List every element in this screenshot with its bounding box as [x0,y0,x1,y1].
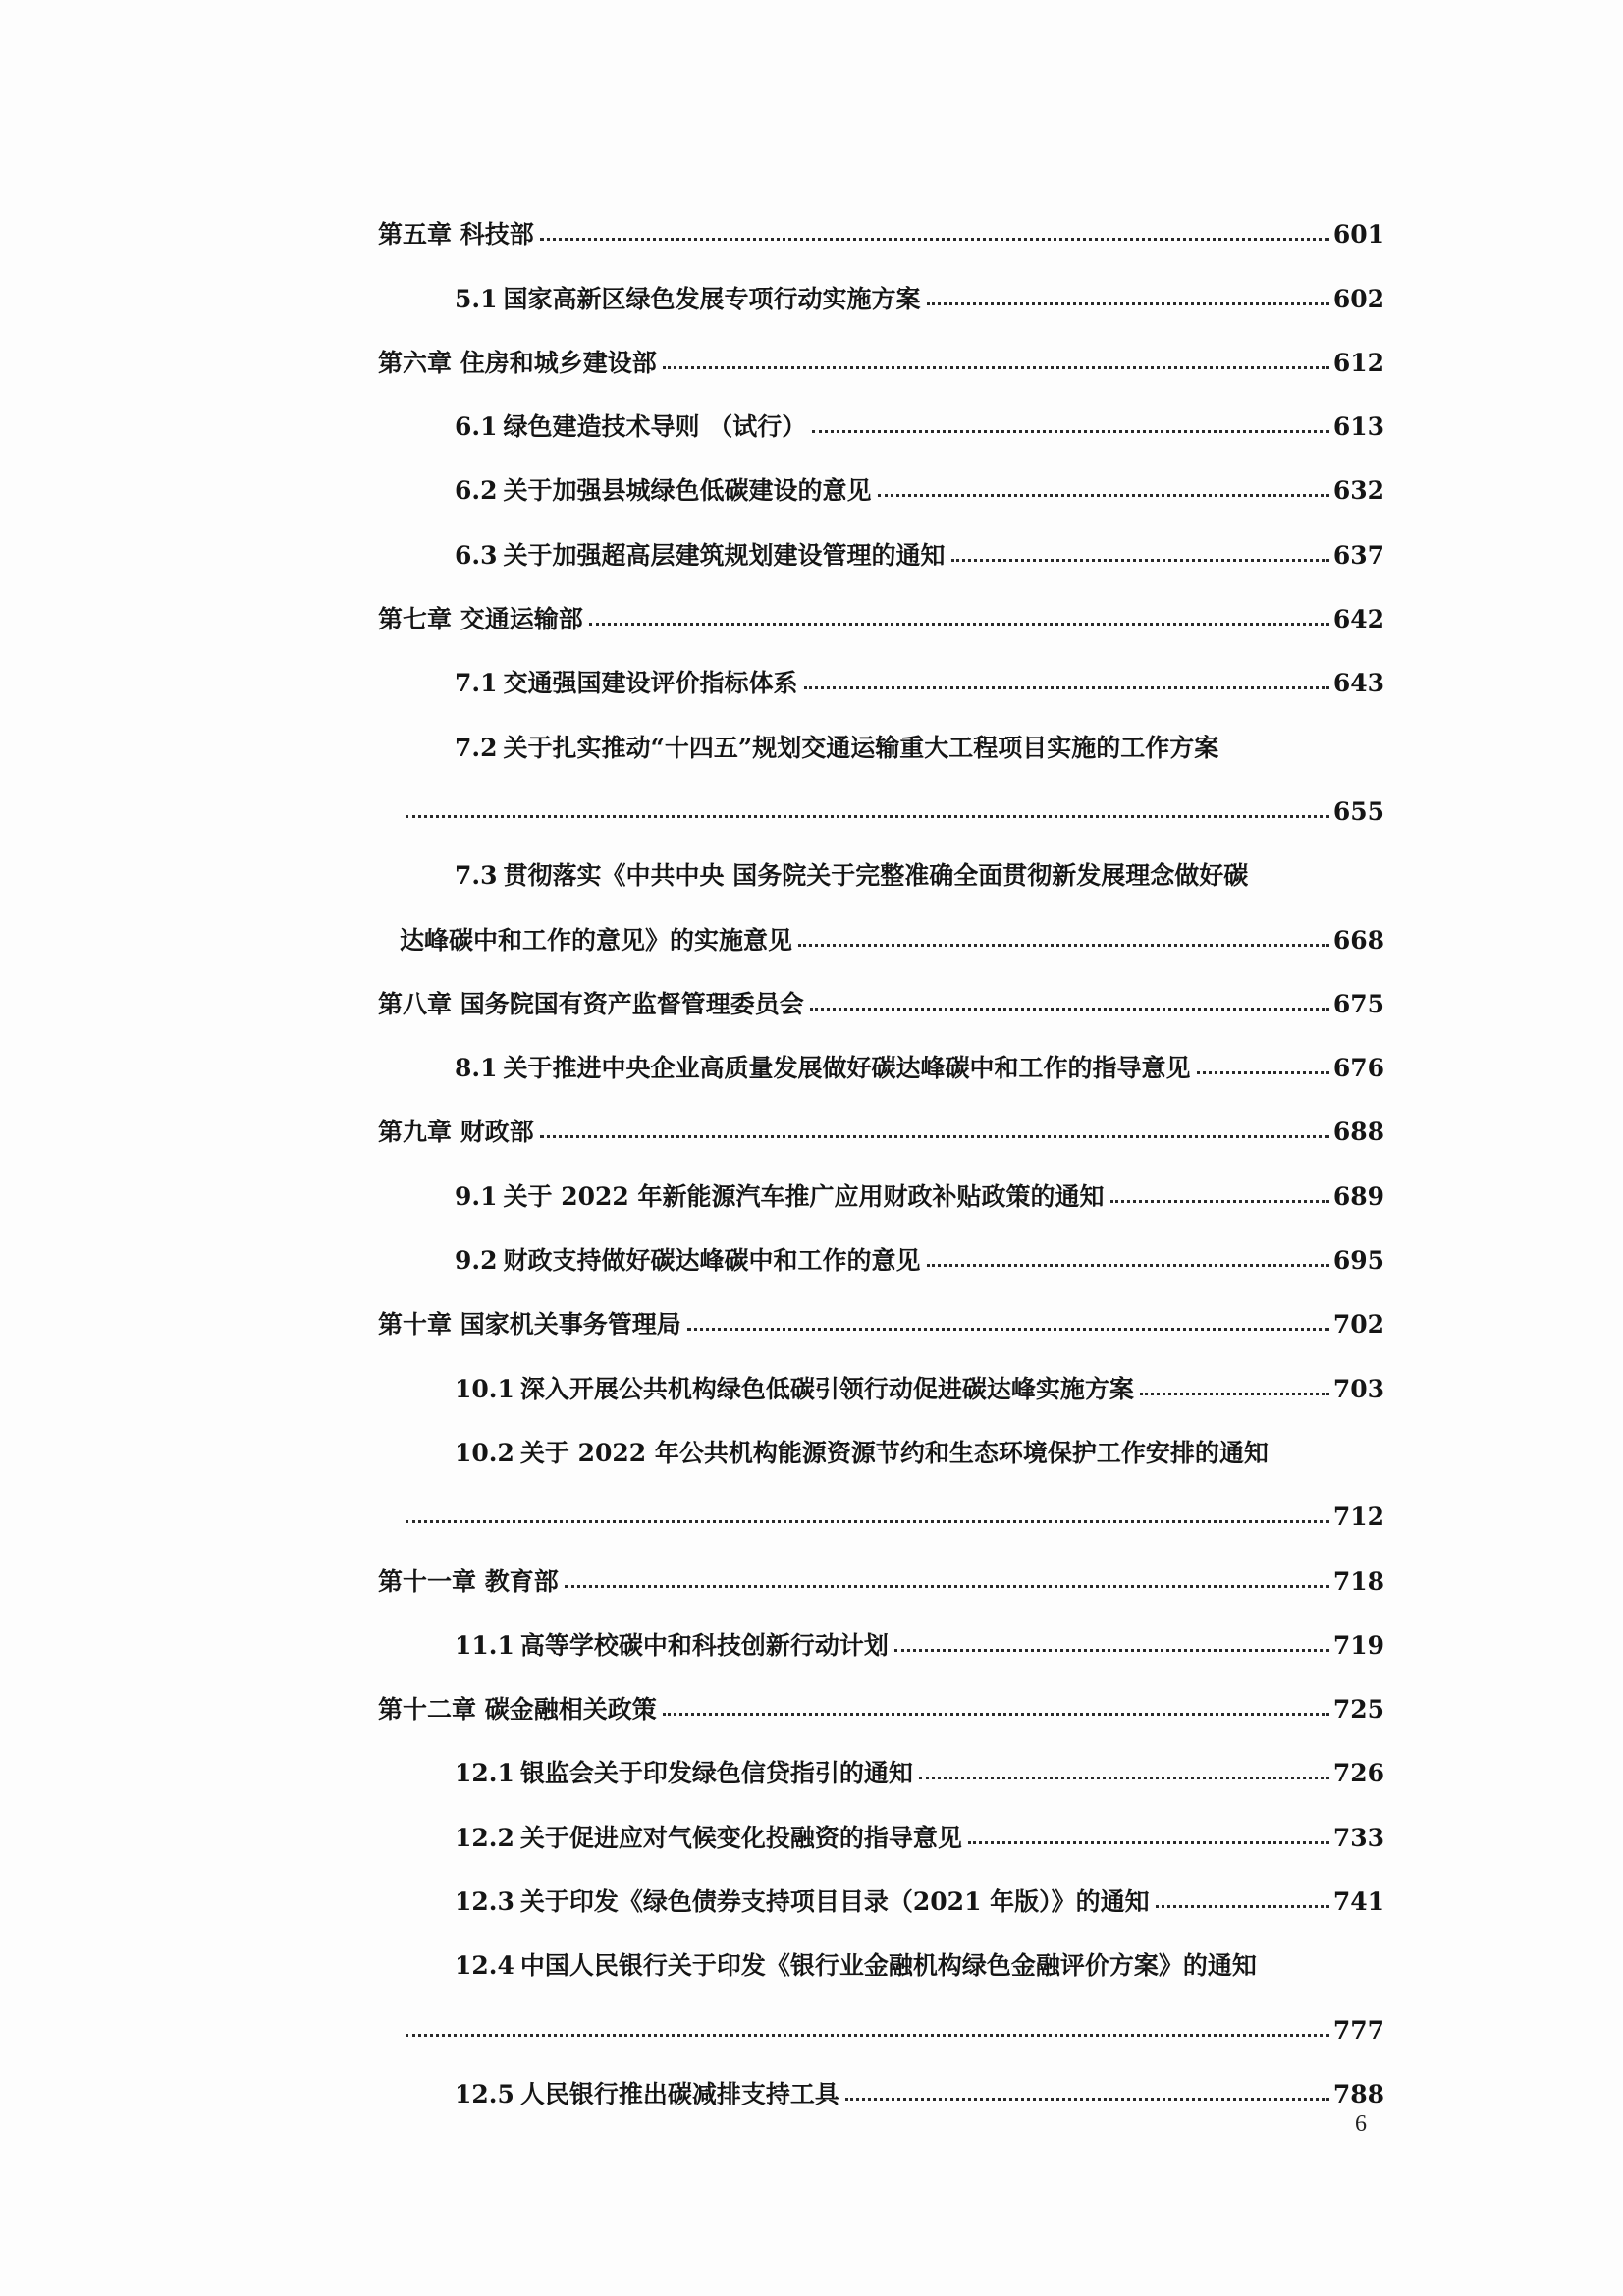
toc-section-entry[interactable] [378,1608,1384,1671]
toc-page-number: 777 [1332,2015,1384,2045]
toc-entry-title: 深入开展公共机构绿色低碳引领行动促进碳达峰实施方案 [519,1374,1134,1403]
toc-entry-title: 关于加强县城绿色低碳建设的意见 [503,476,872,506]
dot-leader [968,1841,1329,1844]
dot-leader [798,944,1329,947]
toc-section-entry[interactable] [378,1735,1384,1799]
toc-section-entry[interactable] [378,1158,1384,1222]
dot-leader [406,1520,1329,1523]
toc-section-number: 7.2 [455,733,498,762]
toc-section-number: 12.1 [455,1759,514,1788]
toc-page-number: 632 [1332,476,1384,506]
toc-entry-title: 中国人民银行关于印发《银行业金融机构绿色金融评价方案》的通知 [519,1951,1257,1981]
toc-page-number: 788 [1332,2079,1384,2108]
toc-entry-title: 第六章 住房和城乡建设部 [378,348,657,377]
dot-leader [540,238,1329,241]
toc-entry-title: 第七章 交通运输部 [378,605,583,634]
toc-section-number: 6.3 [455,540,498,570]
toc-entry-title: 国家高新区绿色发展专项行动实施方案 [503,284,921,313]
toc-section-entry[interactable] [378,1864,1384,1928]
toc-chapter-entry[interactable] [378,1543,1384,1607]
toc-entry-continuation[interactable] [378,902,1384,965]
toc-section-entry[interactable] [378,453,1384,517]
toc-section-entry[interactable] [378,1415,1384,1479]
toc-entry-title: 关于推进中央企业高质量发展做好碳达峰碳中和工作的指导意见 [503,1054,1191,1083]
toc-page-number: 718 [1332,1566,1384,1596]
toc-section-number: 12.2 [455,1823,514,1852]
dot-leader [878,494,1329,497]
toc-page-number: 695 [1332,1246,1384,1276]
dot-leader [1197,1071,1329,1074]
dot-leader [804,686,1329,689]
toc-section-number: 6.1 [455,412,498,442]
toc-section-number: 6.2 [455,476,498,506]
dot-leader [927,1264,1329,1267]
toc-entry-title: 第十二章 碳金融相关政策 [378,1695,657,1724]
toc-page-number: 725 [1332,1695,1384,1724]
toc-page-number: 612 [1332,348,1384,377]
toc-page-number: 733 [1332,1823,1384,1852]
dot-leader [919,1777,1329,1779]
dot-leader [845,2098,1329,2101]
toc-chapter-entry[interactable] [378,1286,1384,1350]
toc-section-entry[interactable] [378,1030,1384,1094]
toc-section-number: 5.1 [455,284,498,313]
toc-page-number: 613 [1332,412,1384,442]
toc-entry-title: 关于 2022 年新能源汽车推广应用财政补贴政策的通知 [503,1181,1105,1211]
dot-leader [406,815,1329,818]
dot-leader [663,1713,1329,1716]
toc-section-number: 9.1 [455,1181,498,1211]
table-of-contents [378,196,1384,2120]
toc-chapter-entry[interactable] [378,1671,1384,1735]
toc-section-number: 12.4 [455,1951,514,1981]
dot-leader [810,1008,1329,1011]
toc-section-number: 8.1 [455,1054,498,1083]
toc-section-entry[interactable] [378,1928,1384,1992]
toc-entry-title: 关于印发《绿色债券支持项目目录（2021 年版）》的通知 [519,1887,1150,1917]
toc-section-entry[interactable] [378,260,1384,324]
toc-entry-title: 第十章 国家机关事务管理局 [378,1310,681,1339]
toc-section-entry[interactable] [378,709,1384,773]
toc-section-number: 10.1 [455,1374,514,1403]
dot-leader [951,559,1329,562]
toc-entry-title: 关于扎实推动“十四五”规划交通运输重大工程项目实施的工作方案 [503,733,1219,762]
toc-section-entry[interactable] [378,2056,1384,2120]
toc-page-number: 643 [1332,669,1384,698]
toc-entry-continuation[interactable] [378,1992,1384,2055]
toc-page-number: 726 [1332,1759,1384,1788]
dot-leader [927,302,1329,305]
dot-leader [1156,1905,1329,1908]
toc-page-number: 637 [1332,540,1384,570]
toc-entry-title: 关于加强超高层建筑规划建设管理的通知 [503,540,946,570]
toc-page-number: 642 [1332,605,1384,634]
toc-section-entry[interactable] [378,517,1384,580]
toc-section-number: 7.1 [455,669,498,698]
toc-entry-continuation[interactable] [378,774,1384,838]
dot-leader [687,1328,1329,1331]
toc-page-number: 655 [1332,796,1384,826]
toc-chapter-entry[interactable] [378,966,1384,1030]
toc-section-number: 11.1 [455,1630,514,1660]
toc-entry-title: 第八章 国务院国有资产监督管理委员会 [378,989,804,1018]
toc-section-entry[interactable] [378,838,1384,902]
toc-section-number: 12.5 [455,2079,514,2108]
toc-entry-title: 关于促进应对气候变化投融资的指导意见 [519,1823,962,1852]
dot-leader [663,366,1329,369]
toc-chapter-entry[interactable] [378,581,1384,645]
toc-entry-title: 关于 2022 年公共机构能源资源节约和生态环境保护工作安排的通知 [519,1438,1269,1467]
toc-page-number: 688 [1332,1118,1384,1147]
dot-leader [565,1585,1329,1588]
toc-entry-title: 绿色建造技术导则 （试行） [503,412,807,442]
toc-entry-title: 人民银行推出碳减排支持工具 [519,2079,839,2108]
dot-leader [894,1649,1329,1652]
toc-entry-title: 高等学校碳中和科技创新行动计划 [519,1630,889,1660]
toc-entry-title: 第九章 财政部 [378,1118,534,1147]
toc-page-number: 703 [1332,1374,1384,1403]
toc-section-entry[interactable] [378,1799,1384,1863]
toc-section-number: 10.2 [455,1438,514,1467]
toc-entry-title: 交通强国建设评价指标体系 [503,669,798,698]
toc-chapter-entry[interactable] [378,325,1384,389]
dot-leader [1110,1200,1329,1203]
toc-page-number: 675 [1332,989,1384,1018]
toc-page-number: 602 [1332,284,1384,313]
dot-leader [589,623,1329,626]
toc-section-entry[interactable] [378,1223,1384,1286]
dot-leader [540,1135,1329,1138]
toc-entry-title: 财政支持做好碳达峰碳中和工作的意见 [503,1246,921,1276]
toc-section-number: 9.2 [455,1246,498,1276]
toc-page-number: 702 [1332,1310,1384,1339]
toc-entry-continuation[interactable] [378,1479,1384,1543]
toc-section-entry[interactable] [378,1350,1384,1414]
dot-leader [1140,1393,1329,1395]
toc-entry-title: 银监会关于印发绿色信贷指引的通知 [519,1759,913,1788]
toc-page-number: 601 [1332,220,1384,249]
toc-chapter-entry[interactable] [378,1094,1384,1158]
toc-page-number: 719 [1332,1630,1384,1660]
toc-page-number: 741 [1332,1887,1384,1917]
toc-entry-title: 第十一章 教育部 [378,1566,559,1596]
dot-leader [406,2034,1329,2037]
toc-entry-title: 达峰碳中和工作的意见》的实施意见 [400,925,793,955]
toc-page-number: 689 [1332,1181,1384,1211]
toc-page-number: 712 [1332,1503,1384,1532]
page-number: 6 [1355,2111,1367,2137]
toc-section-number: 7.3 [455,861,498,891]
toc-entry-title: 贯彻落实《中共中央 国务院关于完整准确全面贯彻新发展理念做好碳 [503,861,1249,891]
dot-leader [812,430,1329,433]
toc-section-entry[interactable] [378,389,1384,453]
toc-page-number: 668 [1332,925,1384,955]
toc-chapter-entry[interactable] [378,196,1384,260]
toc-section-entry[interactable] [378,645,1384,709]
toc-section-number: 12.3 [455,1887,514,1917]
toc-page-number: 676 [1332,1054,1384,1083]
toc-entry-title: 第五章 科技部 [378,220,534,249]
